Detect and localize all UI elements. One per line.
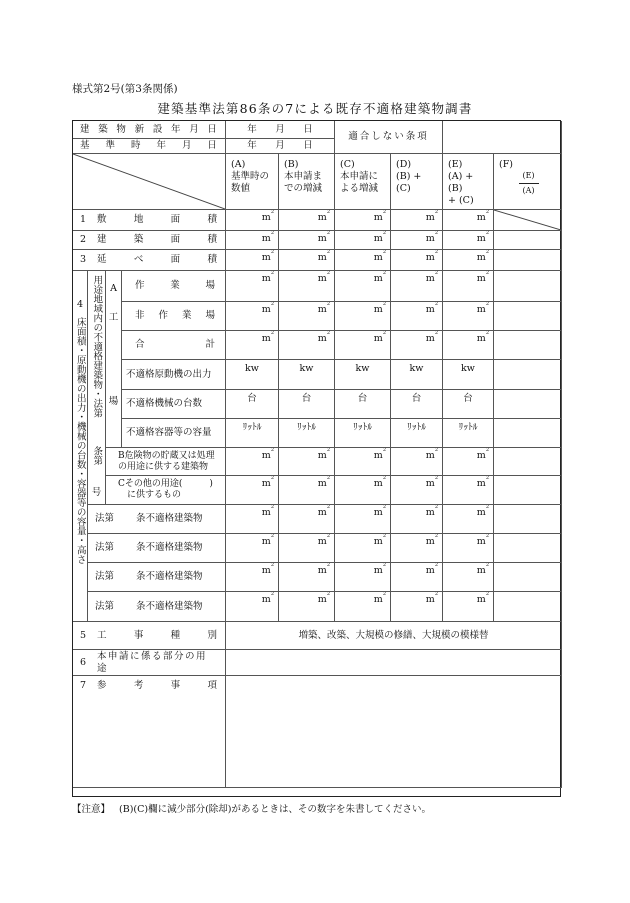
dangerous-goods-d[interactable]: m 2 [391,448,443,476]
row-label-site-area: 1 敷 地 面 積 [73,210,226,231]
total-e[interactable]: m 2 [443,331,494,360]
ratio-fraction: $\frac{(E)}{(A)}$ [519,171,539,196]
building-area-f[interactable] [494,231,562,250]
note-label: 【注意】 [72,804,111,815]
law-article-1-f[interactable] [494,505,562,534]
reference-date-label: 基 準 時 年 月 日 [73,139,226,154]
row-label-workshop: 作 業 場 [122,271,226,302]
law-article-4-b[interactable]: m 2 [279,592,335,622]
site-area-a[interactable]: m 2 [226,210,279,231]
noncompliant-articles-field[interactable] [443,121,562,154]
law-article-2-a[interactable]: m 2 [226,534,279,563]
law-article-2-e[interactable]: m 2 [443,534,494,563]
page-title: 建築基準法第86条の7による既存不適格建築物調書 [157,101,473,116]
non-workshop-a[interactable]: m 2 [226,302,279,331]
law-article-1-a[interactable]: m 2 [226,505,279,534]
law-article-3-a[interactable]: m 2 [226,563,279,592]
workshop-e[interactable]: m 2 [443,271,494,302]
row-label-law-article-4: 法第 条不適格建築物 [88,592,226,622]
non-workshop-d[interactable]: m 2 [391,302,443,331]
row-label-container-capacity: 不適格容器等の容量 [122,419,226,448]
law-article-1-d[interactable]: m 2 [391,505,443,534]
dangerous-goods-e[interactable]: m 2 [443,448,494,476]
law-article-4-e[interactable]: m 2 [443,592,494,622]
column-e-header: (E) (A) + (B) + (C) [443,154,494,210]
workshop-b[interactable]: m 2 [279,271,335,302]
column-c-header: (C) 本申請による増減 [335,154,391,210]
total-b[interactable]: m 2 [279,331,335,360]
site-area-e[interactable]: m 2 [443,210,494,231]
row-label-total: 合 計 [122,331,226,360]
machine-count-e[interactable]: 台 [443,390,494,419]
row-label-building-area: 2 建 築 面 積 [73,231,226,250]
law-article-4-a[interactable]: m 2 [226,592,279,622]
law-article-2-f[interactable] [494,534,562,563]
motor-output-e[interactable]: kw [443,360,494,390]
total-f[interactable] [494,331,562,360]
other-use-d[interactable]: m 2 [391,476,443,505]
column-a-header: (A) 基準時の数値 [226,154,279,210]
total-floor-area-b[interactable]: m 2 [279,250,335,271]
law-article-1-c[interactable]: m 2 [335,505,391,534]
total-a[interactable]: m 2 [226,331,279,360]
machine-count-f[interactable] [494,390,562,419]
survey-form-table [72,120,561,797]
workshop-c[interactable]: m 2 [335,271,391,302]
motor-output-f[interactable] [494,360,562,390]
other-use-f[interactable] [494,476,562,505]
law-article-3-c[interactable]: m 2 [335,563,391,592]
law-article-3-d[interactable]: m 2 [391,563,443,592]
row-label-law-article-3: 法第 条不適格建築物 [88,563,226,592]
new-construction-date-field[interactable]: 年 月 日 [226,121,335,139]
workshop-f[interactable] [494,271,562,302]
law-article-4-c[interactable]: m 2 [335,592,391,622]
row-label-non-workshop: 非 作 業 場 [122,302,226,331]
factory-a-header: A 工 場 [106,271,122,448]
zone-nonconforming-header: 用途地域内の不適格建築物・法第 条第 号 [88,271,106,505]
machine-count-b[interactable]: 台 [279,390,335,419]
container-capacity-c[interactable]: ﾘｯﾄﾙ [335,419,391,448]
law-article-1-b[interactable]: m 2 [279,505,335,534]
other-use-e[interactable]: m 2 [443,476,494,505]
other-use-a[interactable]: m 2 [226,476,279,505]
non-workshop-c[interactable]: m 2 [335,302,391,331]
column-f-header: (F) $\frac{(E)}{(A)}$ [494,154,562,210]
row-label-total-floor-area: 3 延 べ 面 積 [73,250,226,271]
site-area-b[interactable]: m 2 [279,210,335,231]
law-article-3-b[interactable]: m 2 [279,563,335,592]
site-area-c[interactable]: m 2 [335,210,391,231]
workshop-a[interactable]: m 2 [226,271,279,302]
row-label-motor-output: 不適格原動機の出力 [122,360,226,390]
law-article-3-e[interactable]: m 2 [443,563,494,592]
diagonal-line [494,210,561,230]
machine-count-d[interactable]: 台 [391,390,443,419]
total-d[interactable]: m 2 [391,331,443,360]
motor-output-a[interactable]: kw [226,360,279,390]
container-capacity-d[interactable]: ﾘｯﾄﾙ [391,419,443,448]
work-type-value[interactable]: 増築、改築、大規模の修繕、大規模の模様替 [226,622,562,650]
motor-output-d[interactable]: kw [391,360,443,390]
law-article-3-f[interactable] [494,563,562,592]
noncompliant-articles-label: 適合しない条項 [335,121,443,154]
use-of-part-field[interactable] [226,650,562,676]
row-label-law-article-2: 法第 条不適格建築物 [88,534,226,563]
law-article-1-e[interactable]: m 2 [443,505,494,534]
column-d-header: (D) (B) + (C) [391,154,443,210]
reference-date-field[interactable]: 年 月 日 [226,139,335,154]
new-construction-date-label: 建 築 物 新 設 年 月 日 [73,121,226,139]
total-floor-area-a[interactable]: m 2 [226,250,279,271]
dangerous-goods-b[interactable]: m 2 [279,448,335,476]
item4-header: 4 床面積・原動機の出力・機械の台数・容器等の容量・高さ [73,271,88,622]
header-diagonal-cell [73,154,226,210]
row-label-dangerous-goods: B危険物の貯蔵又は処理の用途に供する建築物 [106,448,226,476]
non-workshop-f[interactable] [494,302,562,331]
container-capacity-a[interactable]: ﾘｯﾄﾙ [226,419,279,448]
diagonal-line [73,154,225,209]
building-area-a[interactable]: m 2 [226,231,279,250]
law-article-2-b[interactable]: m 2 [279,534,335,563]
total-floor-area-f[interactable] [494,250,562,271]
total-floor-area-c[interactable]: m 2 [335,250,391,271]
site-area-d[interactable]: m 2 [391,210,443,231]
other-use-b[interactable]: m 2 [279,476,335,505]
reference-field[interactable] [226,676,562,788]
row-label-work-type: 5 工 事 種 別 [73,622,226,650]
law-article-4-d[interactable]: m 2 [391,592,443,622]
dangerous-goods-c[interactable]: m 2 [335,448,391,476]
machine-count-a[interactable]: 台 [226,390,279,419]
total-floor-area-d[interactable]: m 2 [391,250,443,271]
motor-output-c[interactable]: kw [335,360,391,390]
dangerous-goods-a[interactable]: m 2 [226,448,279,476]
row-label-machine-count: 不適格機械の台数 [122,390,226,419]
non-workshop-e[interactable]: m 2 [443,302,494,331]
container-capacity-f[interactable] [494,419,562,448]
note-text: (B)(C)欄に減少部分(除却)があるときは、その数字を朱書してください。 [119,804,432,815]
container-capacity-e[interactable]: ﾘｯﾄﾙ [443,419,494,448]
other-use-c[interactable]: m 2 [335,476,391,505]
footer-note [72,801,440,815]
building-area-e[interactable]: m 2 [443,231,494,250]
building-area-c[interactable]: m 2 [335,231,391,250]
total-floor-area-e[interactable]: m 2 [443,250,494,271]
building-area-d[interactable]: m 2 [391,231,443,250]
machine-count-c[interactable]: 台 [335,390,391,419]
motor-output-b[interactable]: kw [279,360,335,390]
law-article-4-f[interactable] [494,592,562,622]
row-label-reference: 7 参 考 事 項 [73,676,226,788]
workshop-d[interactable]: m 2 [391,271,443,302]
dangerous-goods-f[interactable] [494,448,562,476]
column-b-header: (B) 本申請までの増減 [279,154,335,210]
row-label-law-article-1: 法第 条不適格建築物 [88,505,226,534]
law-article-2-c[interactable]: m 2 [335,534,391,563]
row-label-other-use: Cその他の用途( ) に供するもの [106,476,226,505]
building-area-b[interactable]: m 2 [279,231,335,250]
site-area-f [494,210,562,231]
total-c[interactable]: m 2 [335,331,391,360]
container-capacity-b[interactable]: ﾘｯﾄﾙ [279,419,335,448]
form-number: 様式第2号(第3条関係) [72,83,178,95]
row-label-use-of-part: 6 本申請に係る部分の用途 [73,650,226,676]
law-article-2-d[interactable]: m 2 [391,534,443,563]
non-workshop-b[interactable]: m 2 [279,302,335,331]
